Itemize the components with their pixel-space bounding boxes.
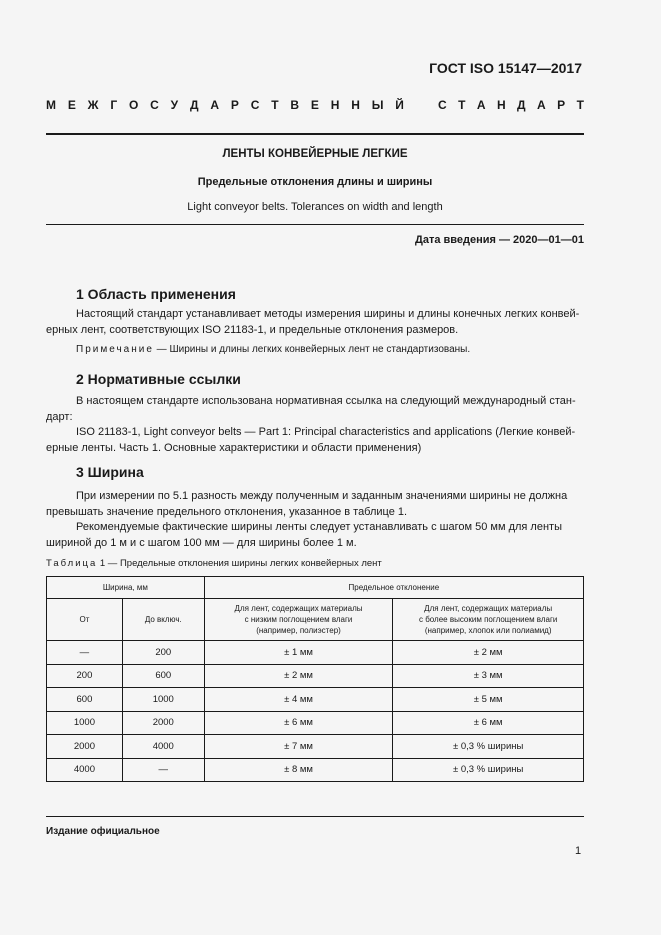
title-rule <box>46 224 584 225</box>
category-letter: Р <box>557 98 566 112</box>
cell-high: ± 3 мм <box>393 664 584 688</box>
official-edition: Издание официальное <box>46 826 160 837</box>
s2-ref-line1: ISO 21183-1, Light conveyor belts — Part 1: Principal characteristics and applications (Легкие конвей- <box>76 426 576 438</box>
category-letter: Т <box>576 98 584 112</box>
cell-low: ± 2 мм <box>204 664 393 688</box>
section-1-note <box>76 344 470 355</box>
section-3-paragraph <box>46 489 584 551</box>
section-3-heading: 3 Ширина <box>76 464 144 480</box>
s2-line1: В настоящем стандарте использована нормативная ссылка на следующий международный стан- <box>76 395 576 407</box>
category-letter: Е <box>310 98 319 112</box>
cell-from: 200 <box>47 664 123 688</box>
category-letter: С <box>438 98 447 112</box>
category-letter: Р <box>230 98 239 112</box>
s3-p1-line1: При измерении по 5.1 разность между полученным и заданным значениями ширины не должна <box>76 490 568 502</box>
s1-line1: Настоящий стандарт устанавливает методы измерения ширины и длины конечных легких конвей- <box>76 308 580 320</box>
cell-from: 600 <box>47 688 123 712</box>
category-letter: Е <box>67 98 76 112</box>
table-row <box>47 664 584 688</box>
tolerance-table <box>46 576 584 782</box>
cell-to: 200 <box>122 641 204 665</box>
table-row <box>47 711 584 735</box>
category-letter: О <box>129 98 139 112</box>
table-row <box>47 758 584 782</box>
table-caption <box>46 558 382 569</box>
cell-from: — <box>47 641 123 665</box>
cell-to: — <box>122 758 204 782</box>
category-letter: А <box>537 98 546 112</box>
cell-to: 2000 <box>122 711 204 735</box>
page-number: 1 <box>575 845 582 857</box>
cell-from: 1000 <box>47 711 123 735</box>
cell-low: ± 7 мм <box>204 735 393 759</box>
cell-high: ± 0,3 % ширины <box>393 758 584 782</box>
category-letter: Ы <box>371 98 384 112</box>
col-to: До включ. <box>122 599 204 641</box>
category-letter: Т <box>458 98 466 112</box>
cell-to: 4000 <box>122 735 204 759</box>
footer-rule <box>46 816 584 817</box>
table-row <box>47 641 584 665</box>
s2-ref-line2: ерные ленты. Часть 1. Основные характеристики и области применения) <box>46 441 422 454</box>
cell-high: ± 6 мм <box>393 711 584 735</box>
table-caption-label: Таблица <box>46 558 98 569</box>
category-letter: Н <box>351 98 360 112</box>
header-tolerance: Предельное отклонение <box>204 577 583 599</box>
category-letter: У <box>170 98 179 112</box>
title-main: ЛЕНТЫ КОНВЕЙЕРНЫЕ ЛЕГКИЕ <box>222 148 408 160</box>
cell-high: ± 2 мм <box>393 641 584 665</box>
category-letter: А <box>476 98 486 112</box>
cell-high: ± 5 мм <box>393 688 584 712</box>
category-letter: С <box>150 98 159 112</box>
section-2-heading: 2 Нормативные ссылки <box>76 371 241 387</box>
introduction-date: Дата введения — 2020—01—01 <box>415 234 584 246</box>
title-english: Light conveyor belts. Tolerances on width and length <box>187 201 443 213</box>
table-row <box>47 688 584 712</box>
header-width: Ширина, мм <box>47 577 205 599</box>
col-low-line3: (например, полиэстер) <box>256 626 341 635</box>
col-low-absorption <box>204 599 393 641</box>
note-text: — Ширины и длины легких конвейерных лент не стандартизованы. <box>153 344 471 355</box>
col-low-line1: Для лент, содержащих материалы <box>234 604 363 613</box>
s3-p1-line2: превышать значение предельного отклонения, указанное в таблице 1. <box>46 505 408 518</box>
cell-to: 1000 <box>122 688 204 712</box>
category-letter: Н <box>330 98 340 112</box>
table-caption-text: 1 — Предельные отклонения ширины легких конвейерных лент <box>97 558 382 569</box>
header-rule <box>46 133 584 135</box>
standard-id: ГОСТ ISO 15147—2017 <box>429 60 582 76</box>
title-sub: Предельные отклонения длины и ширины <box>197 176 433 188</box>
section-2-paragraph <box>46 394 584 456</box>
cell-low: ± 4 мм <box>204 688 393 712</box>
category-letter: В <box>290 98 300 112</box>
col-high-line1: Для лент, содержащих материалы <box>424 604 553 613</box>
col-from: От <box>47 599 123 641</box>
category-word-interstate <box>46 98 404 112</box>
col-high-absorption <box>393 599 584 641</box>
cell-low: ± 1 мм <box>204 641 393 665</box>
s1-line2: ерных лент, соответствующих ISO 21183-1, и предельные отклонения размеров. <box>46 323 459 336</box>
category-letter: Д <box>517 98 526 112</box>
cell-to: 600 <box>122 664 204 688</box>
cell-low: ± 6 мм <box>204 711 393 735</box>
table-row <box>47 735 584 759</box>
category-letter: Ж <box>87 98 99 112</box>
category-letter: С <box>250 98 260 112</box>
category-letter: А <box>210 98 220 112</box>
category-letter: Т <box>271 98 279 112</box>
col-low-line2: с низким поглощением влаги <box>244 615 353 624</box>
cell-from: 4000 <box>47 758 123 782</box>
section-1-paragraph <box>46 307 584 338</box>
cell-high: ± 0,3 % ширины <box>393 735 584 759</box>
s3-p2-line2: шириной до 1 м и с шагом 100 мм — для ширины более 1 м. <box>46 536 357 549</box>
col-high-line3: (например, хлопок или полиамид) <box>424 626 552 635</box>
note-label: Примечание <box>76 344 154 355</box>
category-letter: Й <box>395 98 404 112</box>
category-word-standard <box>438 98 584 112</box>
category-letter: Н <box>496 98 506 112</box>
category-letter: Д <box>189 98 199 112</box>
category-letter: М <box>46 98 56 112</box>
col-high-line2: с более высоким поглощением влаги <box>418 615 558 624</box>
s2-line2: дарт: <box>46 410 73 423</box>
cell-from: 2000 <box>47 735 123 759</box>
cell-low: ± 8 мм <box>204 758 393 782</box>
standard-category <box>46 98 584 112</box>
category-letter: Г <box>110 98 118 112</box>
section-1-heading: 1 Область применения <box>76 286 236 302</box>
s3-p2-line1: Рекомендуемые фактические ширины ленты следует устанавливать с шагом 50 мм для ленты <box>76 521 562 533</box>
